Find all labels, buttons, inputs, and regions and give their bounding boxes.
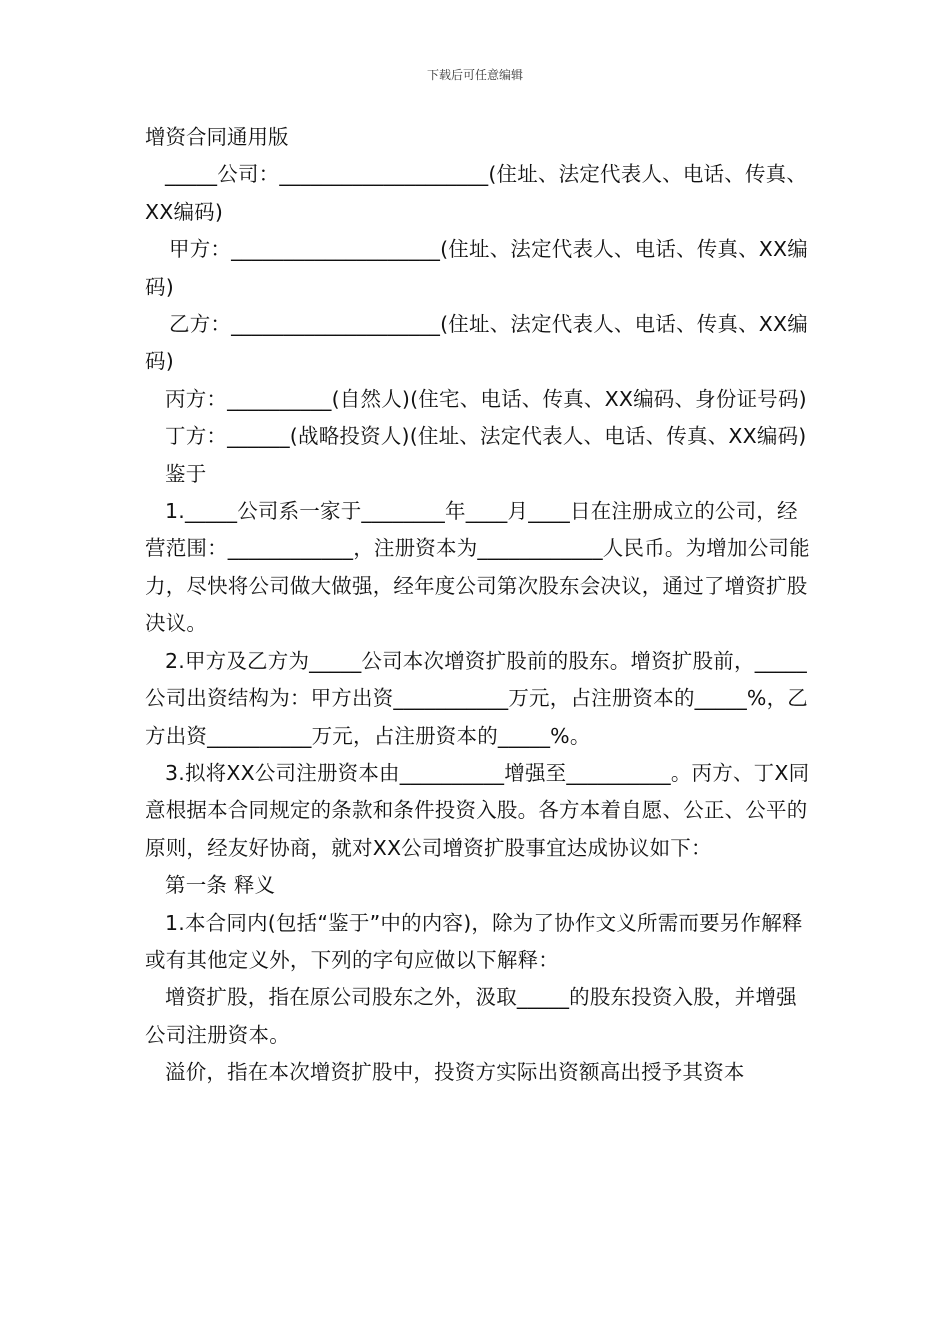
page-header: 下载后可任意编辑	[426, 68, 523, 82]
whereas-item-2: 2.甲方及乙方为_____公司本次增资扩股前的股东。增资扩股前，_____公司出资结构为：甲方出资___________万元，占注册资本的_____%，乙方出资__________万元，占注册资本的_____%。	[145, 648, 808, 748]
party-d: 丁方：______(战略投资人)(住址、法定代表人、电话、传真、XX编码)	[165, 424, 807, 449]
party-a: 甲方：____________________(住址、法定代表人、电话、传真、XX编码)	[145, 237, 808, 299]
definition-capital-increase: 增资扩股，指在原公司股东之外，汲取_____的股东投资入股，并增强公司注册资本。	[145, 985, 797, 1047]
article-1-item-1: 1.本合同内(包括“鉴于”中的内容)，除为了协作文义所需而要另作解释或有其他定义外，下列的字句应做以下解释：	[145, 910, 803, 972]
party-b: 乙方：____________________(住址、法定代表人、电话、传真、XX编码)	[145, 312, 808, 374]
article-1-heading: 第一条 释义	[165, 873, 276, 898]
whereas-item-3: 3.拟将XX公司注册资本由__________增强至__________。丙方、丁X同意根据本合同规定的条款和条件投资入股。各方本着自愿、公正、公平的原则，经友好协商，就对XX公司增资扩股事宜达成协议如下：	[145, 760, 810, 860]
whereas-item-1: 1._____公司系一家于________年____月____日在注册成立的公司，经营范围：____________，注册资本为____________人民币。为增加公司能力，尽快将公司做大做强，经年度公司第次股东会决议，通过了增资扩股决议。	[145, 499, 810, 636]
party-c: 丙方：__________(自然人)(住宅、电话、传真、XX编码、身份证号码)	[165, 386, 807, 411]
party-company: _____公司：____________________(住址、法定代表人、电话、传真、XX编码)	[145, 162, 808, 224]
whereas-heading: 鉴于	[165, 461, 207, 486]
document-body	[145, 119, 817, 1092]
document-title: 增资合同通用版	[145, 125, 289, 149]
definition-premium: 溢价，指在本次增资扩股中，投资方实际出资额高出授予其资本	[165, 1060, 745, 1085]
